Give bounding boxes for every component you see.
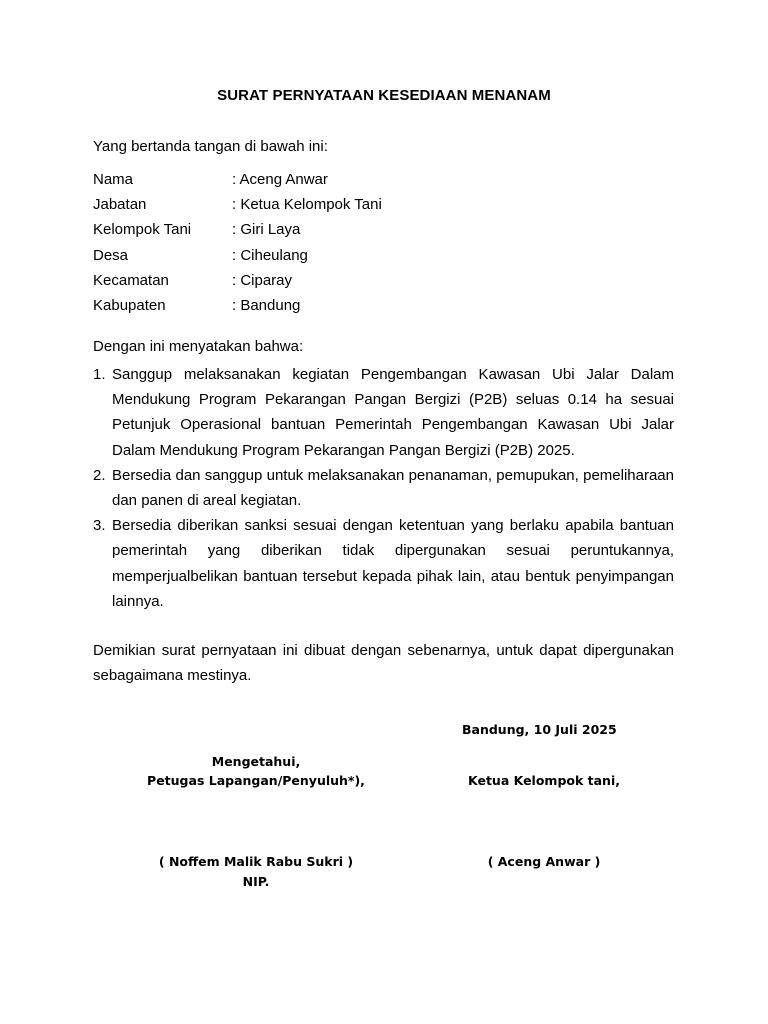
list-number: 2. <box>93 466 106 484</box>
field-label: Desa <box>93 246 129 264</box>
field-value: : Aceng Anwar <box>232 171 328 188</box>
list-item <box>93 463 674 513</box>
field-label: Nama <box>93 171 134 188</box>
field-value: : Bandung <box>232 296 301 314</box>
statement-list <box>93 362 674 614</box>
officer-name: ( Noffem Malik Rabu Sukri ) <box>158 854 354 869</box>
closing-paragraph: Demikian surat pernyataan ini dibuat dengan sebenarnya, untuk dapat dipergunakan sebagaimana mestinya. <box>93 642 674 685</box>
field-label: Jabatan <box>93 196 147 214</box>
list-number: 1. <box>93 366 106 383</box>
identity-fields <box>93 170 382 321</box>
field-row-regency <box>93 296 382 321</box>
list-item <box>93 362 674 463</box>
field-row-farmer-group <box>93 220 382 245</box>
field-label: Kelompok Tani <box>93 221 192 239</box>
field-row-position <box>93 195 382 220</box>
leader-name: ( Aceng Anwar ) <box>487 854 601 869</box>
list-text: Bersedia dan sanggup untuk melaksanakan penanaman, pemupukan, pemeliharaan dan panen di areal kegiatan. <box>112 466 674 510</box>
field-value: : Ketua Kelompok Tani <box>232 196 382 214</box>
list-text: Bersedia diberikan sanksi sesuai dengan ketentuan yang berlaku apabila bantuan pemerintah yang diberikan tidak dipergunakan sesuai peruntukannya, memperjualbelikan bantuan tersebut kepada pihak lain, atau bentuk penyimpangan lainnya. <box>112 517 674 610</box>
field-row-village <box>93 246 382 271</box>
leader-title: Ketua Kelompok tani, <box>468 773 620 788</box>
document-title: SURAT PERNYATAAN KESEDIAAN MENANAM <box>217 87 551 104</box>
field-value: : Ciparay <box>232 271 293 289</box>
field-label: Kecamatan <box>93 271 169 289</box>
field-row-name <box>93 170 382 195</box>
intro-text: Yang bertanda tangan di bawah ini: <box>93 138 328 155</box>
field-value: : Giri Laya <box>232 221 301 239</box>
place-date: Bandung, 10 Juli 2025 <box>462 722 617 737</box>
list-number: 3. <box>93 517 106 535</box>
acknowledged-label: Mengetahui, <box>211 754 301 769</box>
field-label: Kabupaten <box>93 296 166 314</box>
officer-title: Petugas Lapangan/Penyuluh*), <box>147 773 365 788</box>
declaration-intro: Dengan ini menyatakan bahwa: <box>93 338 304 355</box>
officer-nip: NIP. <box>242 874 270 889</box>
field-row-district <box>93 271 382 296</box>
list-item <box>93 513 674 614</box>
field-value: : Ciheulang <box>232 246 308 264</box>
list-text: Sanggup melaksanakan kegiatan Pengembangan Kawasan Ubi Jalar Dalam Mendukung Program Pekarangan Pangan Bergizi (P2B) seluas 0.14 ha sesuai Petunjuk Operasional bantuan Pemerintah Pengembangan Kawasan Ubi Jalar Dalam Mendukung Program Pekarangan Pangan Bergizi (P2B) 2025. <box>112 366 674 459</box>
